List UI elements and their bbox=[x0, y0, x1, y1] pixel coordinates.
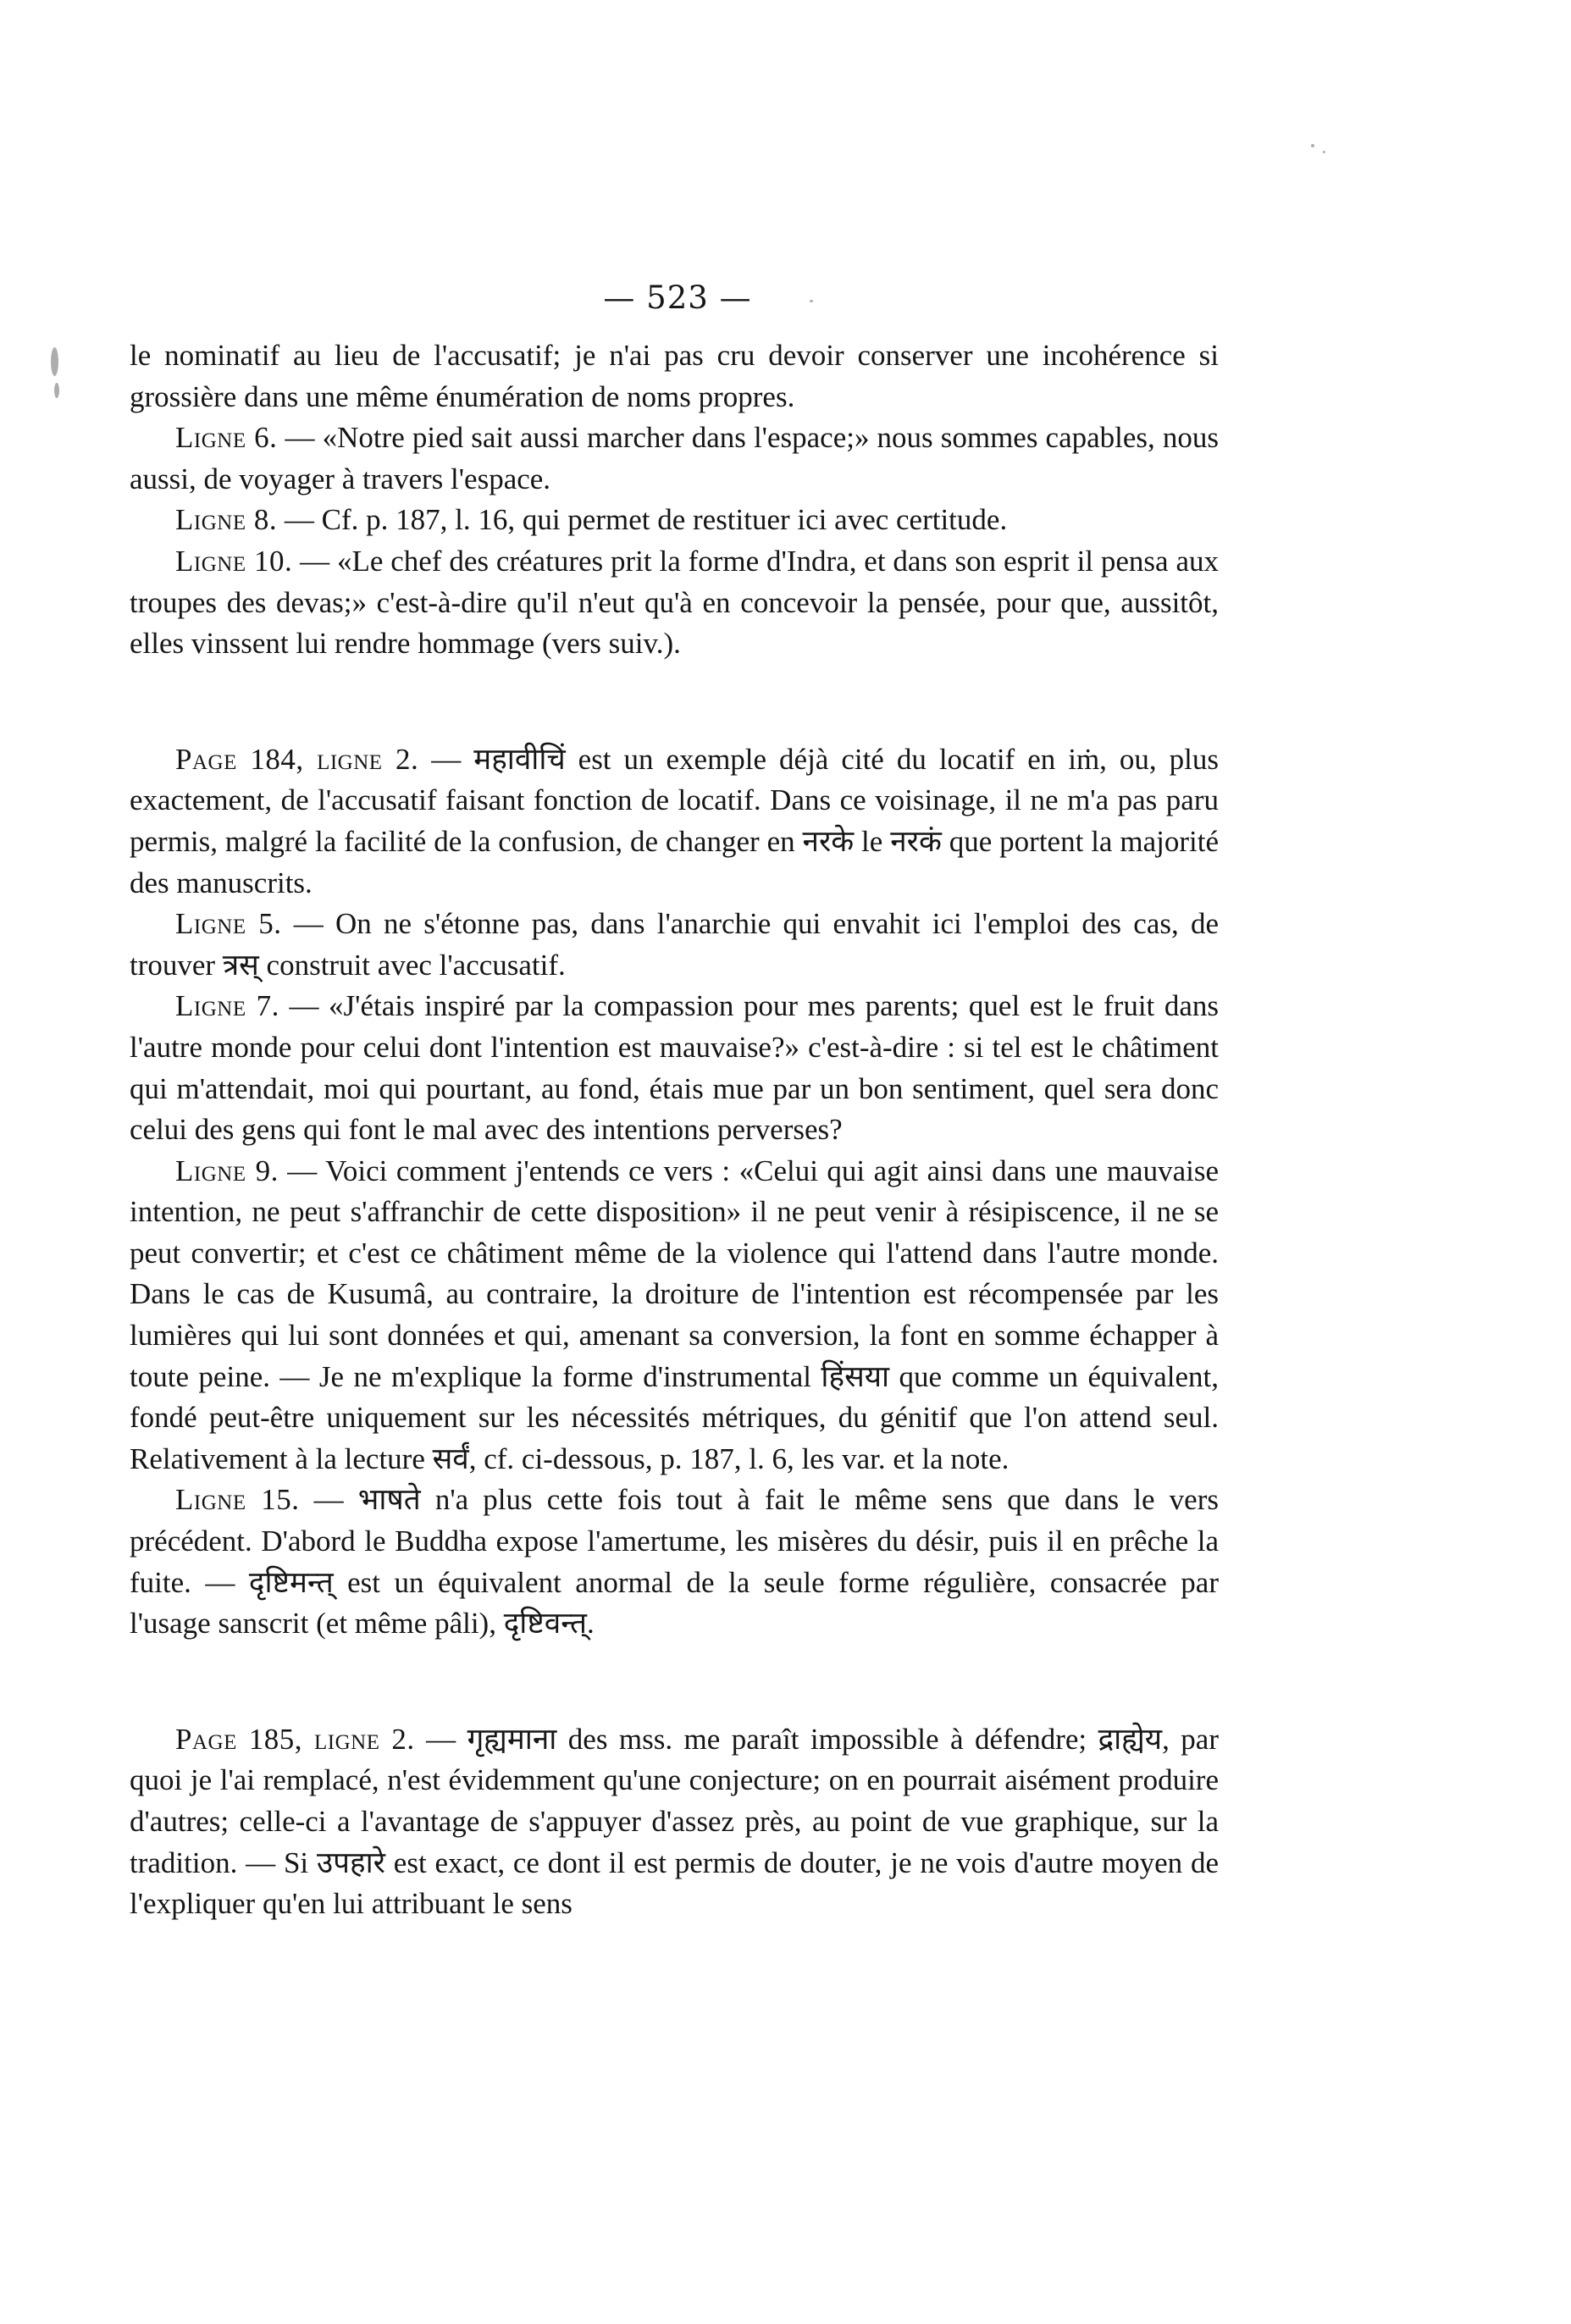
section-gap bbox=[130, 665, 1219, 739]
note-label: Ligne 5. bbox=[175, 907, 282, 941]
note-label: Page 184, ligne 2. bbox=[175, 742, 419, 776]
note-text: — गृह्यमाना des mss. me paraît impossible à défendre; द्राह्येय, par quoi je l'ai remplacé, n'est évidemment qu'une conjecture; on en pourrait aisément produire d'autres; celle-ci a l'avantage de s'appuyer d'assez près, au point de vue graphique, sur la tradition. — Si उपहारे est exact, ce dont il est permis de douter, je ne vois d'autre moyen de l'expliquer qu'en lui attribuant le sens bbox=[130, 1722, 1219, 1921]
note-text: — «Le chef des créatures prit la forme d'Indra, et dans son esprit il pensa aux troupes des devas;» c'est-à-dire qu'il n'eut qu'à en concevoir la pensée, pour que, aussitôt, elles vinssent lui rendre hommage (vers suiv.). bbox=[130, 544, 1219, 661]
margin-speck bbox=[1323, 151, 1325, 153]
note-text: — «Notre pied sait aussi marcher dans l'espace;» nous sommes capables, nous aussi, de voyager à travers l'espace. bbox=[130, 421, 1219, 495]
note-text: — Cf. p. 187, l. 16, qui permet de restituer ici avec certitude. bbox=[277, 503, 1008, 537]
note-page-184-ligne-2 bbox=[130, 739, 1219, 904]
note-text: — महावीचिं est un exemple déjà cité du locatif en iṁ, ou, plus exactement, de l'accusatif faisant fonction de locatif. Dans ce voisinage, il ne m'a pas paru permis, malgré la facilité de la confusion, de changer en नरके le नरकं que portent la majorité des manuscrits. bbox=[130, 742, 1219, 899]
note-page-185-ligne-2 bbox=[130, 1719, 1219, 1925]
note-ligne-9 bbox=[130, 1151, 1219, 1480]
note-text: — भाषते n'a plus cette fois tout à fait le même sens que dans le vers précédent. D'abord le Buddha expose l'amertume, les misères du désir, puis il en prêche la fuite. — दृष्टिमन्त् est un équivalent anormal de la seule forme régulière, consacrée par l'usage sanscrit (et même pâli), दृष्टिवन्त्. bbox=[130, 1483, 1219, 1641]
note-label: Ligne 9. bbox=[175, 1154, 279, 1187]
note-ligne-15 bbox=[130, 1480, 1219, 1644]
note-ligne-10 bbox=[130, 541, 1219, 665]
note-ligne-5 bbox=[130, 904, 1219, 986]
note-ligne-6 bbox=[130, 418, 1219, 500]
margin-speck bbox=[1311, 144, 1314, 147]
note-label: Ligne 10. bbox=[175, 544, 293, 578]
section-gap bbox=[130, 1645, 1219, 1719]
paragraph-text: le nominatif au lieu de l'accusatif; je n'ai pas cru devoir conserver une incohérence si grossière dans une même énumération de noms propres. bbox=[130, 339, 1219, 413]
note-text: — Voici comment j'entends ce vers : «Celui qui agit ainsi dans une mauvaise intention, ne peut s'affranchir de cette disposition» il ne peut venir à résipiscence, il ne se peut convertir; et c'est ce châtiment même de la violence qui l'attend dans l'autre monde. Dans le cas de Kusumâ, au contraire, la droiture de l'intention est récompensée par les lumières qui lui sont données et qui, amenant sa conversion, la font en somme échapper à toute peine. — Je ne m'explique la forme d'instrumental हिंसया que comme un équivalent, fondé peut-être uniquement sur les nécessités métriques, du génitif que l'on attend seul. Relativement à la lecture सर्वं, cf. ci-dessous, p. 187, l. 6, les var. et la note. bbox=[130, 1154, 1220, 1475]
margin-speck bbox=[51, 347, 58, 376]
note-ligne-8 bbox=[130, 500, 1219, 541]
note-label: Ligne 7. bbox=[175, 989, 279, 1023]
note-label: Ligne 6. bbox=[175, 421, 278, 455]
note-text: — «J'étais inspiré par la compassion pour mes parents; quel est le fruit dans l'autre monde pour celui dont l'intention est mauvaise?» c'est-à-dire : si tel est le châtiment qui m'attendait, moi qui pourtant, au fond, étais mue par un bon sentiment, quel sera donc celui des gens qui font le mal avec des intentions perverses? bbox=[130, 989, 1219, 1147]
main-text bbox=[130, 335, 1219, 1925]
note-label: Ligne 15. bbox=[175, 1483, 300, 1517]
note-text: — On ne s'étonne pas, dans l'anarchie qui envahit ici l'emploi des cas, de trouver त्रस् construit avec l'accusatif. bbox=[130, 907, 1219, 982]
margin-speck bbox=[54, 383, 59, 398]
note-ligne-7 bbox=[130, 986, 1219, 1150]
margin-speck bbox=[810, 300, 813, 302]
page-number: — 523 — bbox=[603, 279, 752, 316]
note-label: Ligne 8. bbox=[175, 503, 278, 537]
note-label: Page 185, ligne 2. bbox=[175, 1722, 415, 1756]
paragraph-continuation bbox=[130, 335, 1219, 418]
